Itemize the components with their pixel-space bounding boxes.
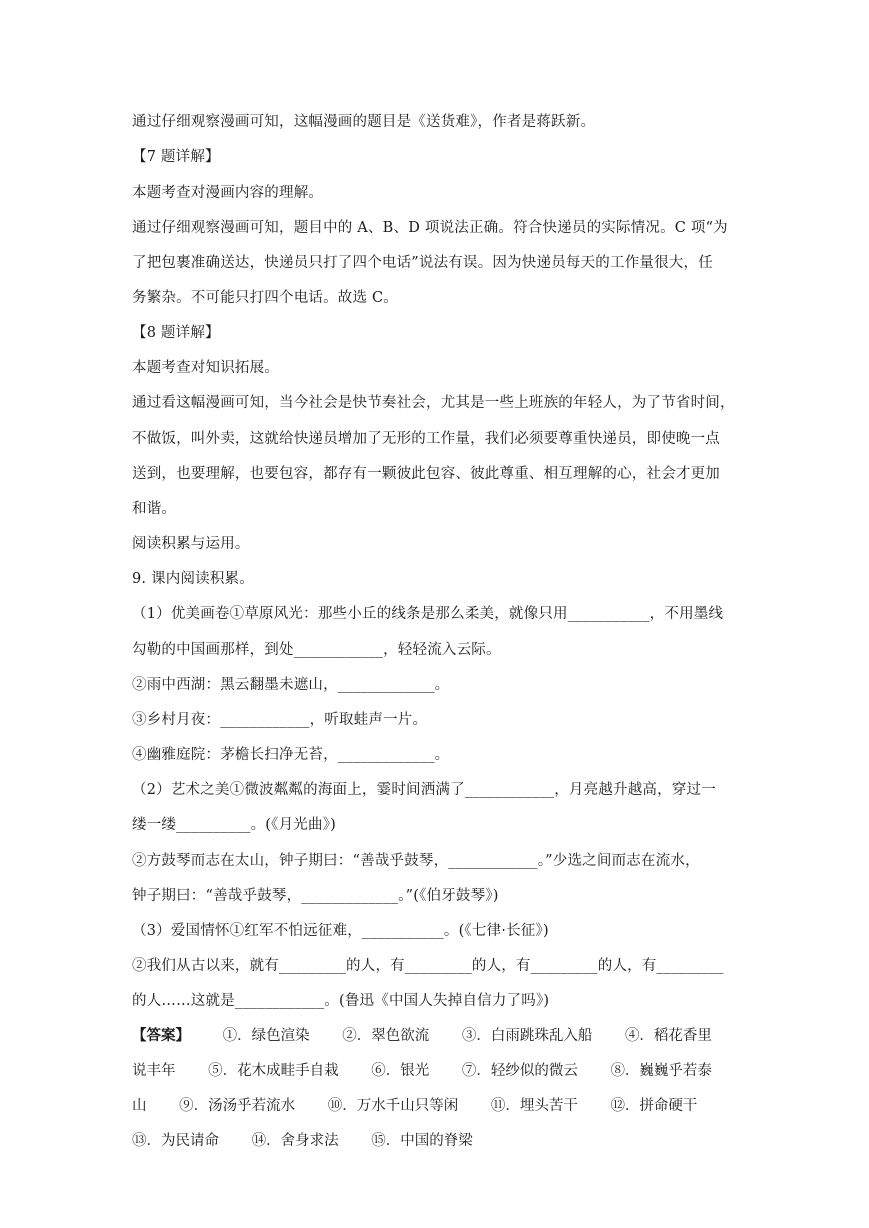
question-line: ③乡村月夜：____________，听取蛙声一片。 [132, 712, 428, 728]
paragraph-line: 通过仔细观察漫画可知，这幅漫画的题目是《送货难》，作者是蒋跃新。 [132, 114, 596, 130]
answer-item: ①．绿色渲染 [222, 1028, 310, 1044]
answer-item: ⑭．舍身求法 [251, 1133, 339, 1149]
paragraph-line: 务繁杂。不可能只打四个电话。故选 C。 [132, 290, 399, 306]
paragraph-line: 本题考查对漫画内容的理解。 [132, 185, 324, 201]
answer-item: ⑩．万水千山只等闲 [327, 1098, 459, 1114]
answer-item: ⑮．中国的脊梁 [371, 1133, 473, 1149]
question-line: 钟子期曰：“善哉乎鼓琴，_____________。”(《伯牙鼓琴》) [132, 888, 499, 904]
answer-item: 山 [132, 1098, 147, 1114]
answer-row [132, 1096, 697, 1116]
answer-item: 说丰年 [132, 1063, 176, 1079]
paragraph-line: 不做饭，叫外卖，这就给快递员增加了无形的工作量，我们必须要尊重快递员，即使晚一点 [132, 431, 720, 447]
question-line: （2）艺术之美①微波粼粼的海面上，霎时间洒满了____________，月亮越升越高，穿过一 [132, 782, 716, 798]
question-line: 的人……这就是____________。(鲁迅《中国人失掉自信力了吗》) [132, 993, 550, 1009]
answer-item: ⑬．为民请命 [132, 1133, 219, 1149]
section-heading-q8: 【8 题详解】 [132, 325, 220, 341]
answer-item: ⑧．巍巍乎若泰 [610, 1063, 712, 1079]
question-heading-9: 9. 课内阅读积累。 [132, 571, 254, 587]
question-line: 勾勒的中国画那样，到处____________，轻轻流入云际。 [132, 642, 501, 658]
answer-item: ②．翠色欲流 [342, 1028, 430, 1044]
question-line: ②方鼓琴而志在太山，钟子期曰：“善哉乎鼓琴，____________。”少选之间而志在流水， [132, 853, 700, 869]
question-line: ②雨中西湖：黑云翻墨未遮山，_____________。 [132, 677, 450, 693]
paragraph-line: 通过仔细观察漫画可知，题目中的 A、B、D 项说法正确。符合快递员的实际情况。C 项“为 [132, 220, 728, 236]
answer-item: ⑥．银光 [371, 1063, 430, 1079]
answer-row [132, 1131, 473, 1151]
answer-row [132, 1026, 712, 1046]
paragraph-line: 本题考查对知识拓展。 [132, 360, 279, 376]
answer-item: ⑦．轻纱似的微云 [461, 1063, 578, 1079]
answer-item: ⑨．汤汤乎若流水 [179, 1098, 296, 1114]
question-line: ②我们从古以来，就有_________的人，有_________的人，有_________的人，有_________ [132, 958, 724, 974]
paragraph-line: 通过看这幅漫画可知，当今社会是快节奏社会，尤其是一些上班族的年轻人，为了节省时间， [132, 395, 735, 411]
question-line: （3）爱国情怀①红军不怕远征难，___________。(《七律·长征》) [132, 923, 549, 939]
paragraph-line: 和谐。 [132, 501, 177, 517]
paragraph-line: 阅读积累与运用。 [132, 536, 250, 552]
answer-row [132, 1061, 712, 1081]
answer-item: ⑤．花木成畦手自栽 [208, 1063, 339, 1079]
answer-item: ④．稻花香里 [624, 1028, 712, 1044]
question-line: 缕一缕__________。(《月光曲》) [132, 817, 337, 833]
answer-item: ⑫．拼命硬干 [610, 1098, 698, 1114]
answer-label: 【答案】 [132, 1027, 190, 1044]
question-line: （1）优美画卷①草原风光：那些小丘的线条是那么柔美，就像只用___________，不用墨线 [132, 606, 724, 622]
paragraph-line: 送到，也要理解，也要包容，都存有一颗彼此包容、彼此尊重、相互理解的心，社会才更加 [132, 466, 720, 482]
answer-item: ⑪．埋头苦干 [490, 1098, 578, 1114]
question-line: ④幽雅庭院：茅檐长扫净无苔，_____________。 [132, 747, 450, 763]
answer-item: ③．白雨跳珠乱入船 [461, 1028, 593, 1044]
section-heading-q7: 【7 题详解】 [132, 149, 220, 165]
paragraph-line: 了把包裹准确送达，快递员只打了四个电话”说法有误。因为快递员每天的工作量很大，任 [132, 255, 713, 271]
